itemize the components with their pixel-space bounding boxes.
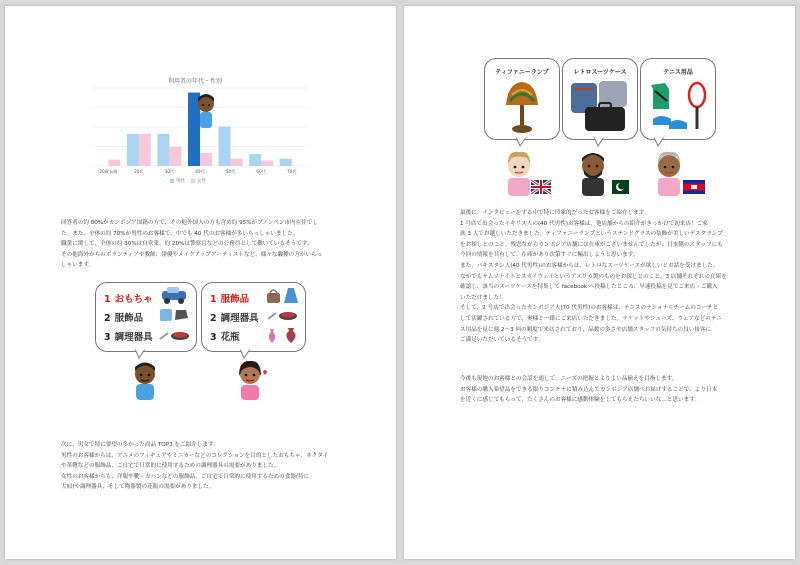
chart-legend xyxy=(170,178,206,184)
x-tick-label: 30代 xyxy=(164,169,175,174)
text-line: ご満足いただいているそうです。 xyxy=(460,337,544,344)
text-line: 1 号店で出会ったイギリス人の(40 代男性)お客様は、他店舗からの紹介がきっかけで初来店！ご家 xyxy=(460,220,708,227)
x-tick-label: 40代 xyxy=(195,169,205,174)
peeking-character-icon xyxy=(198,94,214,128)
demographics-paragraph xyxy=(61,218,361,271)
pan-icon xyxy=(268,312,297,320)
tennis-gear-icon xyxy=(647,79,711,135)
pan-icon xyxy=(160,332,189,340)
x-tick-label: 70代 xyxy=(286,169,297,174)
text-line: お客様の購入希望品をできる限りコンテナに積み込んでカンボジア店舗へお届けすることで、より日本 xyxy=(460,386,718,393)
x-tick-label: 60代 xyxy=(256,169,266,174)
bar-female-4 xyxy=(231,159,243,166)
document-page-right xyxy=(404,6,795,559)
text-line: 職業に関して、全体の約 30%は自営業、約 20%は警察官などの公務員として働いているそうです。 xyxy=(61,241,313,248)
text-line: しゃいます。 xyxy=(61,262,95,269)
product-title-suitcase: レトロスーツケース xyxy=(573,69,627,76)
bar-female-1 xyxy=(139,134,151,166)
female-rank-1: 1 服飾品 xyxy=(210,294,250,305)
x-tick-label: 20歳未満 xyxy=(99,169,118,174)
female-customer-avatar xyxy=(235,358,269,400)
clothing-icon xyxy=(160,309,188,321)
product-bubble-suitcase xyxy=(562,58,638,140)
product-title-tennis: テニス用品 xyxy=(663,69,693,76)
male-rank-2: 2 服飾品 xyxy=(104,313,144,324)
text-line: 大皿)や調理器具、そして陶器製の花瓶の需要がありました。 xyxy=(61,484,215,491)
text-line: 族 3 人でお越しいただきました。ティファニーランプというステンドグラスの装飾が美しいデスクランプ xyxy=(460,231,723,238)
document-page-left xyxy=(5,6,396,559)
toy-car-icon xyxy=(162,287,186,304)
vase-icon xyxy=(269,328,296,343)
text-line: 男性のお客様からは、アニメのフィギュアやミニカーなどのコレクションを目的としたおもちゃ、ネクタイ xyxy=(61,452,329,459)
male-product-icons xyxy=(158,285,192,347)
bar-female-3 xyxy=(200,153,212,166)
uk-flag-icon xyxy=(531,180,551,194)
bar-male-4 xyxy=(219,127,231,166)
female-product-icons xyxy=(264,285,302,347)
chart-title: 利用者の年代・性別 xyxy=(167,78,222,85)
text-line: なかでもサムソナイトとスカイウェイというアメリカ製のものをお探しとのこと。3 店舗それぞれの在庫を xyxy=(460,273,727,280)
cambodian-customer-avatar xyxy=(654,144,708,196)
text-line: た。また、全体の約 70%が男性のお客様で、中でも 40 代のお客様が多いらっしゃいました。 xyxy=(61,230,299,237)
bar-female-0 xyxy=(108,160,120,166)
text-line: そして、2 号店で出会ったカンボジア人(70 代男性)のお客様は、テニスのナショナルチームのコーチと xyxy=(460,305,719,312)
legend-item-male: 男性 xyxy=(170,178,185,184)
female-rank-3: 3 花瓶 xyxy=(210,332,240,343)
product-bubble-tennis xyxy=(640,58,716,140)
product-bubble-lamp xyxy=(484,58,560,140)
text-line: 確認し、該当のスーツケースを特集して facebook へ投稿したところ、早速投稿を見てご来店・ご購入 xyxy=(460,284,718,291)
text-line: 今後も現地のお客様との会話を通して、ニーズの把握とよりよい品揃えを目指します。 xyxy=(460,376,678,382)
text-line: 次に、男女で特に要望の多かった商品 TOP3 をご紹介します。 xyxy=(61,442,219,448)
tiffany-lamp-icon xyxy=(502,79,542,135)
text-line: を近くに感じてもらって、たくさんのお客様に感動体験をしてもらえたらいいな…と思います。 xyxy=(460,397,700,404)
bar-male-5 xyxy=(249,154,261,166)
text-line: 回答者の約 80%がカンボジア国籍の方で、その他外国人の方も含め約 95%がプノンペン市内在住でし xyxy=(61,220,318,226)
female-rank-2: 2 調理器具 xyxy=(210,313,259,324)
text-line: また、パキスタン人(40 代男性)のお客様からは、レトロなスーツケースが欲しいとお話を受けました。 xyxy=(460,262,719,269)
bar-male-1 xyxy=(127,134,139,166)
pakistan-flag-icon xyxy=(607,180,629,194)
male-rank-3: 3 調理器具 xyxy=(104,332,153,343)
female-ranking-bubble xyxy=(201,282,306,352)
closing-paragraph xyxy=(460,374,760,406)
x-tick-label: 50代 xyxy=(225,169,236,174)
text-line: や革靴などの服飾品、ご自宅で日常的に使用するための調理器具の需要がありました。 xyxy=(61,463,280,470)
text-line: して活躍されている方で、奥様と一緒にご来店いただきました。ラケットやシューズ、ウェアなどのテニ xyxy=(460,315,722,322)
text-line: 最後に、インタビューをする中で特に印象的だったお客様をご紹介します。 xyxy=(460,210,650,216)
customer-stories-paragraph xyxy=(460,208,760,346)
text-line: いただけました！ xyxy=(460,294,505,301)
bar-female-5 xyxy=(261,160,273,166)
bar-male-2 xyxy=(157,134,169,166)
british-customer-avatar xyxy=(504,144,554,196)
x-tick-label: 20代 xyxy=(134,169,144,174)
product-title-lamp: ティファニーランプ xyxy=(495,69,549,76)
handbag-icon xyxy=(267,290,280,303)
text-line: その他海外からのボランティアや教師、俳優やメイクアップアーティストなど、様々な職種の方がいらっ xyxy=(61,251,323,258)
male-ranking-bubble xyxy=(95,282,197,352)
text-line: ス用品を見に週 2～3 回の頻度で来店されており、品数の多さや店舗スタッフの気持ちの良い接客に xyxy=(460,326,712,333)
retro-suitcase-icon xyxy=(569,79,631,135)
text-line: をお探しとのこと。残念ながらカンボジア店舗には在庫がございませんでしたが、日本側のスタッフにも xyxy=(460,241,723,248)
cambodia-flag-icon xyxy=(683,180,705,194)
age-gender-bar-chart xyxy=(85,84,315,176)
bar-female-2 xyxy=(169,147,181,166)
popular-products-paragraph xyxy=(61,440,361,493)
pakistani-customer-avatar xyxy=(578,144,632,196)
male-customer-avatar xyxy=(130,358,160,400)
bar-male-6 xyxy=(280,159,292,166)
male-rank-1: 1 おもちゃ xyxy=(104,294,153,305)
text-line: 今回の情報を共有して、在庫があり次第すぐに輸出しようと思います。 xyxy=(460,252,639,259)
legend-item-female: 女性 xyxy=(191,178,206,184)
text-line: 女性のお客様からも、洋服や靴・カバンなどの服飾品、ご自宅で日常的に使用するための食器(特に xyxy=(61,473,310,480)
dress-icon xyxy=(284,288,298,303)
